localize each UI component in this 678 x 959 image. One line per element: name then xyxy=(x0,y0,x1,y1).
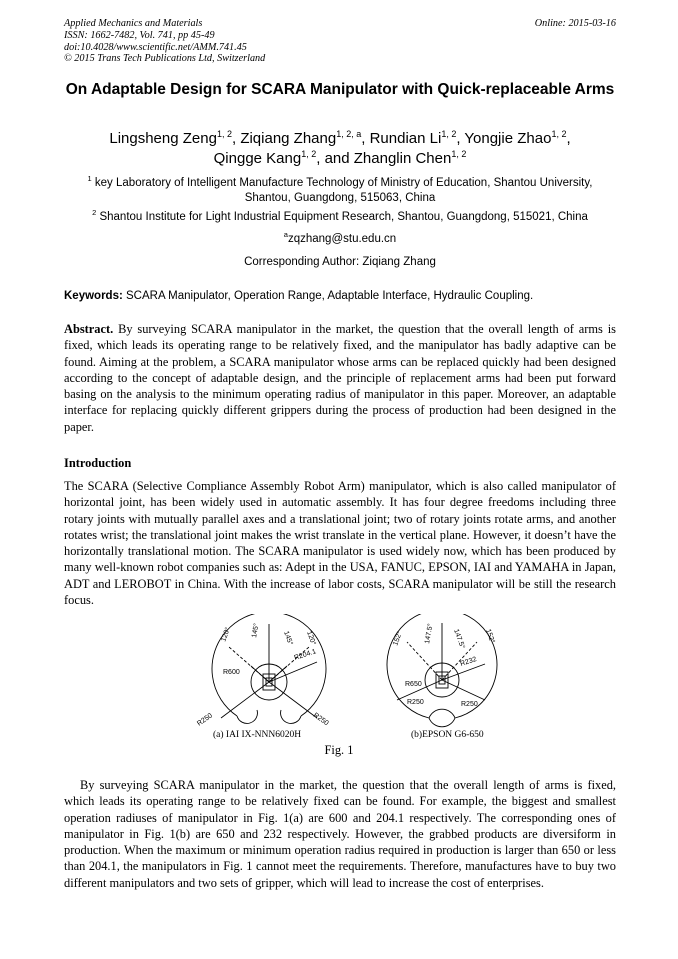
radius-line-b1 xyxy=(407,642,442,680)
figure-1 xyxy=(185,614,515,760)
upper-lobe-b xyxy=(429,709,455,718)
author-sup: 1, 2, a xyxy=(336,129,362,139)
fig-a-angle-3: 145° xyxy=(282,630,294,647)
body-paragraph: By surveying SCARA manipulator in the market, the question that the overall length of arms is fixed, which leads its operating range to be relatively fixed can be found. For example, the biggest and smallest operation radiuses of manipulator in Fig. 1(a) are 600 and 204.1 respectively. The corresponding ones of manipulator in Fig. 1(b) are 650 and 232 respectively. However, the grabbed products are diversiform in production. When the maximum or minimum operation radius required in production is larger than 650 or less than 204.1, the manipulators in Fig. 1 cannot meet the requirements. Therefore, manufactures have to buy two different manipulators and two sets of gripper, which will lead to increase the cost of enterprises. xyxy=(64,778,616,890)
end-arc-right-a xyxy=(281,710,301,723)
author-name: Ziqiang Zhang xyxy=(240,130,337,147)
author-sup: 1, 2 xyxy=(551,129,567,139)
fig-b-r650: R650 xyxy=(405,681,422,688)
author-sup: 1, 2 xyxy=(441,129,457,139)
author-name: Rundian Li xyxy=(369,130,442,147)
fig-1b-caption: (b)EPSON G6-650 xyxy=(411,730,484,740)
affiliation-sup: 1 xyxy=(87,174,92,184)
fig-a-r204: R204.1 xyxy=(293,648,318,662)
issn-line: ISSN: 1662-7482, Vol. 741, pp 45-49 xyxy=(64,29,215,41)
end-arc-left-a xyxy=(237,710,257,723)
keywords-label: Keywords: xyxy=(64,290,123,302)
keywords-text: SCARA Manipulator, Operation Range, Adaptable Interface, Hydraulic Coupling. xyxy=(122,290,534,302)
fig-b-r232: R232 xyxy=(459,656,478,668)
paper-title: On Adaptable Design for SCARA Manipulator with Quick-replaceable Arms xyxy=(65,81,615,98)
fig-a-angle-4: 120° xyxy=(305,630,317,647)
author-sup: 1, 2 xyxy=(301,149,317,159)
keywords xyxy=(64,289,624,304)
affiliation-text: key Laboratory of Intelligent Manufacture Technology of Ministry of Education, Shantou University, Shantou, Guangdong, 515063, China xyxy=(91,177,593,204)
author-sep: , xyxy=(456,130,465,147)
abstract-label: Abstract. xyxy=(64,322,114,336)
fig-a-angle-2: 145° xyxy=(251,622,261,639)
fig-a-r250-right: R250 xyxy=(311,711,330,728)
email-sup: a xyxy=(283,230,288,240)
affiliation-2 xyxy=(64,210,616,225)
affiliation-sup: 2 xyxy=(92,208,97,218)
r250-line-a1 xyxy=(221,682,269,718)
journal-header xyxy=(64,18,616,65)
fig-a-angle-1: 120° xyxy=(220,626,232,643)
fig-b-angle-1: 152° xyxy=(392,630,404,647)
author-name: Yongjie Zhao xyxy=(464,130,552,147)
author-name: Lingsheng Zeng xyxy=(109,130,217,147)
copyright-line: © 2015 Trans Tech Publications Ltd, Switzerland xyxy=(64,53,266,65)
author-name: Qingge Kang xyxy=(213,150,302,167)
email-text[interactable]: zqzhang@stu.edu.cn xyxy=(287,233,397,245)
author-sep: , xyxy=(566,130,571,147)
doi-line[interactable]: doi:10.4028/www.scientific.net/AMM.741.45 xyxy=(64,41,247,53)
author-sup: 1, 2 xyxy=(451,149,467,159)
corresponding-author: Corresponding Author: Ziqiang Zhang xyxy=(244,256,436,268)
fig-a-r600: R600 xyxy=(223,669,240,676)
intro-paragraph: The SCARA (Selective Compliance Assembly Robot Arm) manipulator, which is also called manipulator of horizontal joint, has been widely used in automatic assembly. It has four degree freedoms including three rotary joints with mutually parallel axes and a translational joint; two of rotary joints rotate arms, and another rotates wrist; the translational joint makes the wrist translate in the vertical plane. However, it doesn’t have the horizontally translational motion. The SCARA manipulator is used widely now, which has been produced by many well-known robot companies such as: Adept in the USA, FANUC, EPSON, IAI and YAMAHA in Japan, ADT and LEROBOT in China. With the increase of labor costs, SCARA manipulator will be still the research focus. xyxy=(64,479,616,608)
lower-lobe-b xyxy=(429,718,455,727)
author-sep: , xyxy=(361,130,370,147)
author-sep: , xyxy=(231,130,241,147)
r250-line-a2 xyxy=(269,682,317,718)
affiliation-text: Shantou Institute for Light Industrial Equipment Research, Shantou, Guangdong, 515021, China xyxy=(96,211,588,223)
author-sep: , and xyxy=(316,150,354,167)
section-heading-introduction: Introduction xyxy=(64,456,132,470)
author-name: Zhanglin Chen xyxy=(353,150,452,167)
journal-name: Applied Mechanics and Materials xyxy=(64,18,203,29)
affiliation-1 xyxy=(64,176,616,206)
r204-line-a xyxy=(269,662,317,682)
abstract xyxy=(64,321,616,435)
fig-1a-caption: (a) IAI IX-NNN6020H xyxy=(213,730,302,740)
r250-line-b2 xyxy=(442,680,485,700)
fig-b-angle-3: 147.5° xyxy=(452,628,466,650)
fig-a-r250-left: R250 xyxy=(196,712,214,728)
figure-1-caption: Fig. 1 xyxy=(324,743,354,757)
author-sup: 1, 2 xyxy=(216,129,232,139)
author-list xyxy=(64,129,616,169)
fig-b-angle-2: 147.5° xyxy=(424,623,435,645)
online-date: Online: 2015-03-16 xyxy=(534,18,616,29)
workspace-diagram-b xyxy=(387,614,497,727)
fig-b-r250-left: R250 xyxy=(407,699,424,706)
fig-b-r250-right: R250 xyxy=(461,701,478,708)
abstract-text: By surveying SCARA manipulator in the market, the question that the overall length of arms is fixed, which leads its operating range to be relatively fixed, and the manipulator has badly adaptive can be found. Aiming at the problem, a SCARA manipulator whose arms can be replaced quickly had been designed according to the concept of adaptable design, and the principle of replacement arms had been put forward basing on the analysis to the minimum operating radius of manipulator in this paper. Moreover, an adaptable interface for replacing quickly different grippers during the process of production had been designed in the paper. xyxy=(64,322,616,434)
fig-b-angle-4: 152° xyxy=(484,628,496,645)
email[interactable] xyxy=(64,232,616,247)
